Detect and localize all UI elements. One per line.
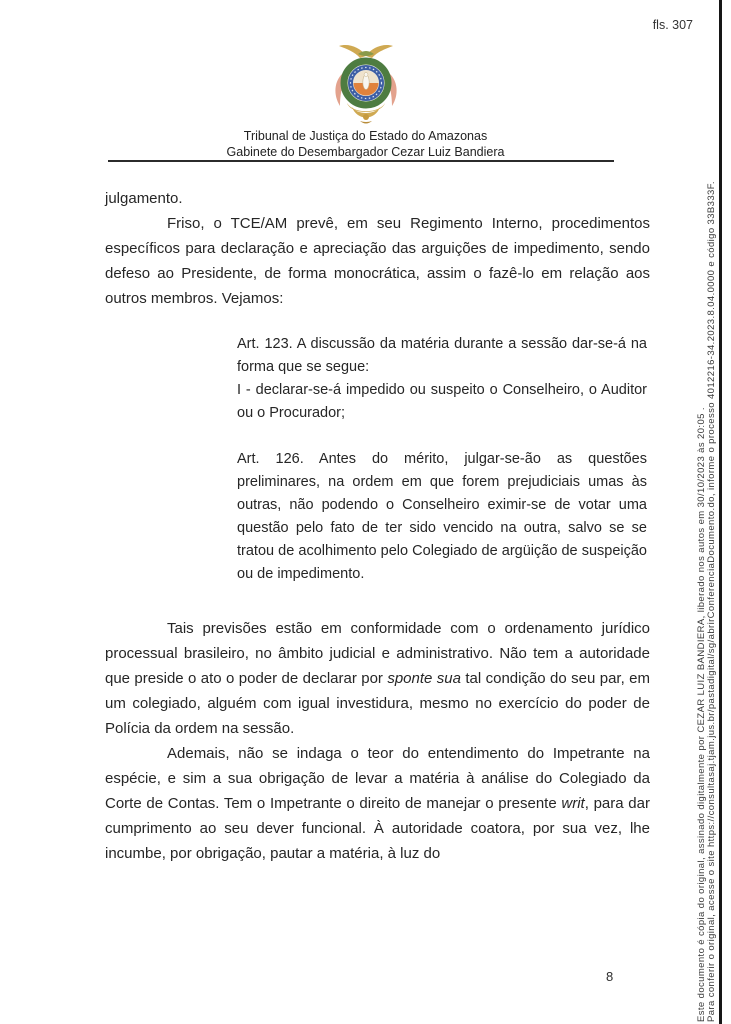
paragraph-text: , para dar cumprimento ao seu dever funcional. À autoridade coatora, por sua vez, lhe incumbe, por obrigação, pautar a matéria, à luz do [105, 795, 650, 862]
stamp-line-2: Para conferir o original, acesse o site https://consultasaj.tjam.jus.br/pastadigital/sg/abrirConferenciaDocumento.do, informe o processo 4012216-34.2023.8.04.0000 e código 33B333F. [706, 181, 717, 1022]
digital-signature-stamp [697, 22, 717, 1022]
paragraph-friso: Friso, o TCE/AM prevê, em seu Regimento Interno, procedimentos específicos para declaração e apreciação das arguições de impedimento, sendo defeso ao Presidente, de forma monocrática, assim o fazê-lo em relação aos outros membros. Vejamos: [105, 215, 650, 307]
header-divider [108, 160, 614, 162]
latin-term-italic: sponte sua [387, 670, 461, 687]
paragraph-text: Ademais, não se indaga o teor do entendimento do Impetrante na espécie, e sim a sua obrigação de levar a matéria à análise do Colegiado da Corte de Contas. Tem o Impetrante o direito de manejar o presente [105, 745, 650, 812]
paragraph-continuation: julgamento. [105, 190, 183, 207]
tjam-coat-of-arms-emblem [327, 43, 405, 127]
page-number: 8 [606, 969, 614, 984]
stamp-line-1: Este documento é cópia do original, assinado digitalmente por CEZAR LUIZ BANDIERA, liberado nos autos em 30/10/2023 às 20:05 . [696, 407, 707, 1022]
paragraph-tais-previsoes [105, 616, 650, 741]
document-header [0, 128, 731, 160]
office-name: Gabinete do Desembargador Cezar Luiz Bandiera [226, 145, 505, 159]
page-edge-border [719, 0, 722, 1024]
quote-art-123-inciso-i: I - declarar-se-á impedido ou suspeito o Conselheiro, o Auditor ou o Procurador; [237, 382, 647, 421]
quote-art-126: Art. 126. Antes do mérito, julgar-se-ão as questões preliminares, na ordem em que forem prejudiciais umas às outras, não podendo o Conselheiro eximir-se de votar uma questão pelo fato de ter sido vencido na outra, salvo se se tratou de acolhimento pelo Colegiado de argüição de suspeição ou de impedimento. [237, 451, 647, 582]
coat-of-arms-icon [327, 43, 405, 127]
folio-number: fls. 307 [652, 18, 693, 32]
document-body [105, 186, 650, 866]
paragraph-ademais [105, 741, 650, 866]
latin-term-italic: writ [561, 795, 585, 812]
paragraph-text: Tais previsões estão em conformidade com o ordenamento jurídico processual brasileiro, no âmbito judicial e administrativo. Não tem a autoridade que preside o ato o poder de declarar por [105, 620, 650, 687]
paragraph-text: tal condição do seu par, em um colegiado, alguém com igual investidura, mesmo no exercício do poder de Polícia da ordem na sessão. [105, 670, 650, 737]
quote-art-123: Art. 123. A discussão da matéria durante a sessão dar-se-á na forma que se segue: [237, 336, 647, 375]
regimento-interno-quote [237, 333, 647, 586]
court-name: Tribunal de Justiça do Estado do Amazonas [243, 129, 488, 143]
